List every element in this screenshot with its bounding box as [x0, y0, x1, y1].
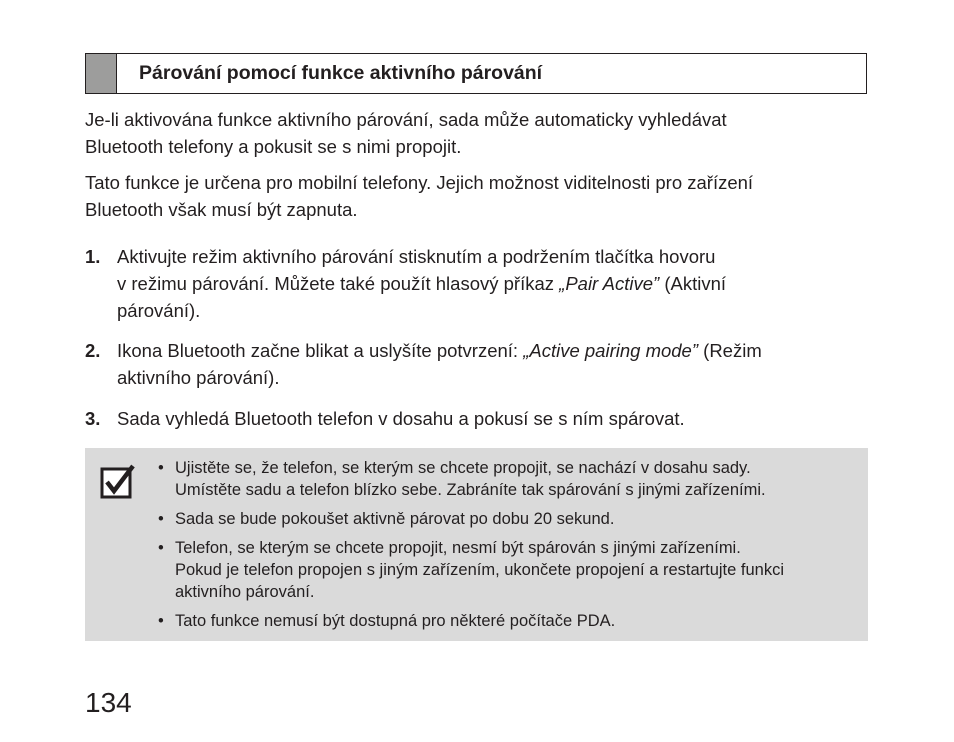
- note-4-line-1: Tato funkce nemusí být dostupná pro některé počítače PDA.: [175, 612, 616, 630]
- intro-paragraph-2-line-2: Bluetooth však musí být zapnuta.: [85, 199, 358, 220]
- step-1-line-2-end: (Aktivní: [659, 273, 727, 294]
- note-2-line-1: Sada se bude pokoušet aktivně párovat po dobu 20 sekund.: [175, 510, 615, 528]
- note-box: [85, 448, 868, 641]
- step-1-line-2-start: v režimu párování. Můžete také použít hlasový příkaz: [117, 273, 560, 294]
- checkbox-check-icon: [100, 463, 136, 499]
- intro-paragraph-1-line-1: Je-li aktivována funkce aktivního párování, sada může automaticky vyhledávat: [85, 109, 727, 130]
- note-1-line-2: Umístěte sadu a telefon blízko sebe. Zabráníte tak spárování s jinými zařízeními.: [175, 481, 766, 499]
- step-3-text: [117, 405, 877, 432]
- confirmation-active-pairing-mode: „Active pairing mode”: [523, 340, 699, 361]
- note-3-line-1: Telefon, se kterým se chcete propojit, nesmí být spárován s jinými zařízeními.: [175, 539, 741, 557]
- bullet: •: [158, 510, 164, 528]
- bullet: •: [158, 459, 164, 477]
- note-item: [158, 457, 858, 501]
- page-number: 134: [85, 687, 132, 718]
- step-1-text: [117, 243, 877, 324]
- note-3-line-2: Pokud je telefon propojen s jiným zařízením, ukončete propojení a restartujte funkci: [175, 561, 785, 579]
- step-2-line-2: aktivního párování).: [117, 367, 280, 388]
- step-2-line-1-start: Ikona Bluetooth začne blikat a uslyšíte potvrzení:: [117, 340, 524, 361]
- note-item: [158, 610, 858, 632]
- intro-paragraph-2-line-1: Tato funkce je určena pro mobilní telefony. Jejich možnost viditelnosti pro zařízení: [85, 172, 754, 193]
- step-3-number: 3.: [85, 408, 101, 429]
- step-3-line-1: Sada vyhledá Bluetooth telefon v dosahu a pokusí se s ním spárovat.: [117, 408, 685, 429]
- step-2-number: 2.: [85, 340, 101, 361]
- step-2-line-1: [117, 337, 877, 364]
- bullet: •: [158, 539, 164, 557]
- note-list: [158, 457, 858, 639]
- step-2-text: [117, 337, 877, 391]
- intro-paragraph-1: [85, 106, 875, 160]
- voice-command-pair-active: „Pair Active”: [559, 273, 660, 294]
- intro-paragraph-2: [85, 169, 875, 223]
- note-item: [158, 508, 858, 530]
- step-1-number: 1.: [85, 246, 101, 267]
- section-marker: [86, 54, 117, 93]
- section-header: [85, 53, 867, 94]
- step-1-line-1: Aktivujte režim aktivního párování stisknutím a podržením tlačítka hovoru: [117, 246, 716, 267]
- note-3-line-3: aktivního párování.: [175, 583, 315, 601]
- intro-paragraph-1-line-2: Bluetooth telefony a pokusit se s nimi propojit.: [85, 136, 462, 157]
- step-1-line-3: párování).: [117, 300, 201, 321]
- bullet: •: [158, 612, 164, 630]
- section-title: Párování pomocí funkce aktivního párování: [139, 62, 543, 84]
- step-1-line-2: [117, 270, 877, 297]
- note-item: [158, 537, 858, 603]
- note-1-line-1: Ujistěte se, že telefon, se kterým se chcete propojit, se nachází v dosahu sady.: [175, 459, 751, 477]
- step-2-line-1-end: (Režim: [698, 340, 762, 361]
